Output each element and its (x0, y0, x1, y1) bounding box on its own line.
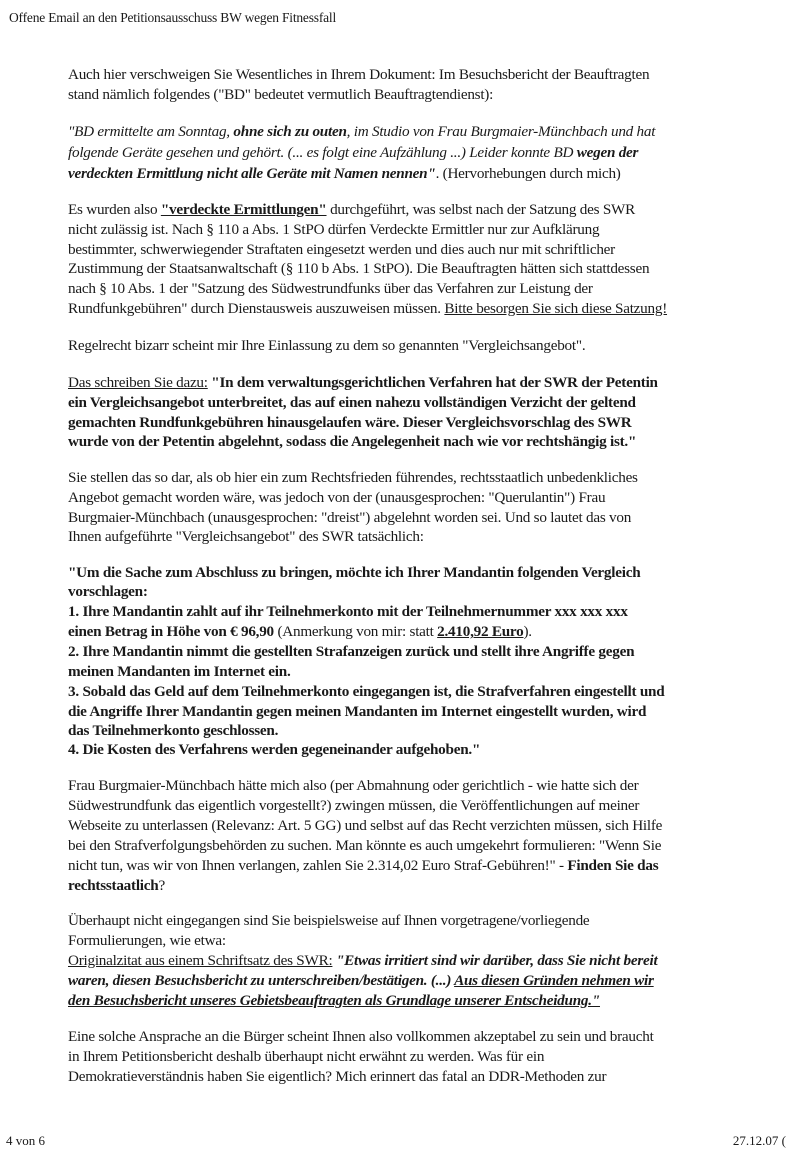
paragraph-10-line: in Ihrem Petitionsbericht deshalb überhaupt nicht erwähnt zu werden. Was für ein (68, 1048, 545, 1065)
vergleich-item-1-cont: einen Betrag in Höhe von € 96,90 (Anmerkung von mir: statt 2.410,92 Euro). (68, 623, 532, 640)
vergleich-quote-line: "Um die Sache zum Abschluss zu bringen, möchte ich Ihrer Mandantin folgenden Vergleich (68, 564, 641, 581)
paragraph-3-line: bestimmter, schwerwiegender Straftaten eingesetzt werden und dies auch nur mit schriftlicher (68, 241, 615, 258)
paragraph-10-line: Demokratieverständnis haben Sie eigentlich? Mich erinnert das fatal an DDR-Methoden zur (68, 1068, 607, 1085)
paragraph-3-line: Es wurden also "verdeckte Ermittlungen" durchgeführt, was selbst nach der Satzung des SWR (68, 201, 635, 218)
paragraph-6-line: Ihnen aufgeführte "Vergleichsangebot" des SWR tatsächlich: (68, 528, 424, 545)
vergleich-quote-line: vorschlagen: (68, 583, 148, 600)
paragraph-6-line: Angebot gemacht worden wäre, was jedoch von der (unausgesprochen: "Querulantin") Frau (68, 489, 606, 506)
paragraph-5-line: ein Vergleichsangebot unterbreitet, das auf einen nahezu vollständigen Verzicht der geltend (68, 394, 636, 411)
vergleich-item-3: 3. Sobald das Geld auf dem Teilnehmerkonto eingegangen ist, die Strafverfahren eingestellt und (68, 683, 665, 700)
paragraph-1-line: stand nämlich folgendes ("BD" bedeutet vermutlich Beauftragtendienst): (68, 86, 494, 103)
paragraph-3-line: Zustimmung der Staatsanwaltschaft (§ 110 b Abs. 1 StPO). Die Beauftragten hätten sich stattdessen (68, 260, 650, 277)
vergleich-item-2: 2. Ihre Mandantin nimmt die gestellten Strafanzeigen zurück und stellt ihre Angriffe gegen (68, 643, 635, 660)
paragraph-5-line: wurde von der Petentin abgelehnt, sodass die Angelegenheit nach wie vor rechtshängig ist." (68, 433, 637, 450)
paragraph-1-line: Auch hier verschweigen Sie Wesentliches in Ihrem Dokument: Im Besuchsbericht der Beauftragten (68, 66, 650, 83)
swr-originalzitat-line: den Besuchsbericht unseres Gebietsbeauftragten als Grundlage unserer Entscheidung." (68, 992, 600, 1009)
page-header-title: Offene Email an den Petitionsausschuss BW wegen Fitnessfall (9, 10, 337, 25)
paragraph-8-line: bei den Strafverfolgungsbehörden zu suchen. Man könnte es auch umgekehrt formulieren: "Wenn Sie (68, 837, 662, 854)
paragraph-3-line: nicht zulässig ist. Nach § 110 a Abs. 1 StPO dürfen Verdeckte Ermittler nur zur Aufklärung (68, 221, 600, 238)
paragraph-10-line: Eine solche Ansprache an die Bürger scheint Ihnen also vollkommen akzeptabel zu sein und braucht (68, 1028, 654, 1045)
paragraph-8-line: rechtsstaatlich? (68, 877, 165, 894)
vergleich-item-1: 1. Ihre Mandantin zahlt auf ihr Teilnehmerkonto mit der Teilnehmernummer xxx xxx xxx (68, 603, 628, 620)
vergleich-item-2-cont: meinen Mandanten im Internet ein. (68, 663, 291, 680)
paragraph-8-line: Südwestrundfunk das eigentlich vorgestellt?) zwingen müssen, die Veröffentlichungen auf meiner (68, 797, 640, 814)
page-number: 4 von 6 (6, 1133, 45, 1148)
paragraph-8-line: Frau Burgmaier-Münchbach hätte mich also (per Abmahnung oder gerichtlich - wie hatte sich der (68, 777, 639, 794)
swr-originalzitat-line: Originalzitat aus einem Schriftsatz des SWR: "Etwas irritiert sind wir darüber, dass Sie nicht bereit (68, 952, 658, 969)
quote-besuchsbericht-line: folgende Geräte gesehen und gehört. (... es folgt eine Aufzählung ...) Leider konnte BD wegen der (68, 144, 639, 161)
swr-originalzitat-line: waren, diesen Besuchsbericht zu unterschreiben/bestätigen. (...) Aus diesen Gründen nehmen wir (68, 972, 654, 989)
paragraph-8-line: nicht tun, was wir von Ihnen verlangen, zahlen Sie 2.314,02 Euro Straf-Gebühren!" - Finden Sie das (68, 857, 659, 874)
paragraph-5-line: Das schreiben Sie dazu: "In dem verwaltungsgerichtlichen Verfahren hat der SWR der Petentin (68, 374, 658, 391)
paragraph-3-line: nach § 10 Abs. 1 der "Satzung des Südwestrundfunks über das Verfahren zur Leistung der (68, 280, 593, 297)
paragraph-9-line: Formulierungen, wie etwa: (68, 932, 226, 949)
paragraph-6-line: Burgmaier-Münchbach (unausgesprochen: "dreist") abgelehnt worden sei. Und so lautet das von (68, 509, 632, 526)
paragraph-4-line: Regelrecht bizarr scheint mir Ihre Einlassung zu dem so genannten "Vergleichsangebot". (68, 337, 586, 354)
print-date: 27.12.07 ( (732, 1133, 786, 1148)
paragraph-9-line: Überhaupt nicht eingegangen sind Sie beispielsweise auf Ihnen vorgetragene/vorliegende (68, 912, 590, 929)
vergleich-item-3-cont: das Teilnehmerkonto geschlossen. (68, 722, 279, 739)
quote-besuchsbericht-line: verdeckten Ermittlung nicht alle Geräte mit Namen nennen". (Hervorhebungen durch mich) (68, 165, 621, 182)
vergleich-item-3-cont: die Angriffe Ihrer Mandantin gegen meinen Mandanten im Internet eingestellt wurden, wird (68, 703, 647, 720)
quote-besuchsbericht-line: "BD ermittelte am Sonntag, ohne sich zu outen, im Studio von Frau Burgmaier-Münchbach und hat (68, 123, 656, 140)
paragraph-3-line: Rundfunkgebühren" durch Dienstausweis auszuweisen müssen. Bitte besorgen Sie sich diese Satzung! (68, 300, 668, 317)
vergleich-item-4: 4. Die Kosten des Verfahrens werden gegeneinander aufgehoben." (68, 741, 481, 758)
paragraph-5-line: gemachten Rundfunkgebühren hinausgelaufen wäre. Dieser Vergleichsvorschlag des SWR (68, 414, 632, 431)
paragraph-6-line: Sie stellen das so dar, als ob hier ein zum Rechtsfrieden führendes, rechtsstaatlich unbedenkliches (68, 469, 638, 486)
paragraph-8-line: Webseite zu unterlassen (Relevanz: Art. 5 GG) und selbst auf das Recht verzichten müssen, sich Hilfe (68, 817, 663, 834)
